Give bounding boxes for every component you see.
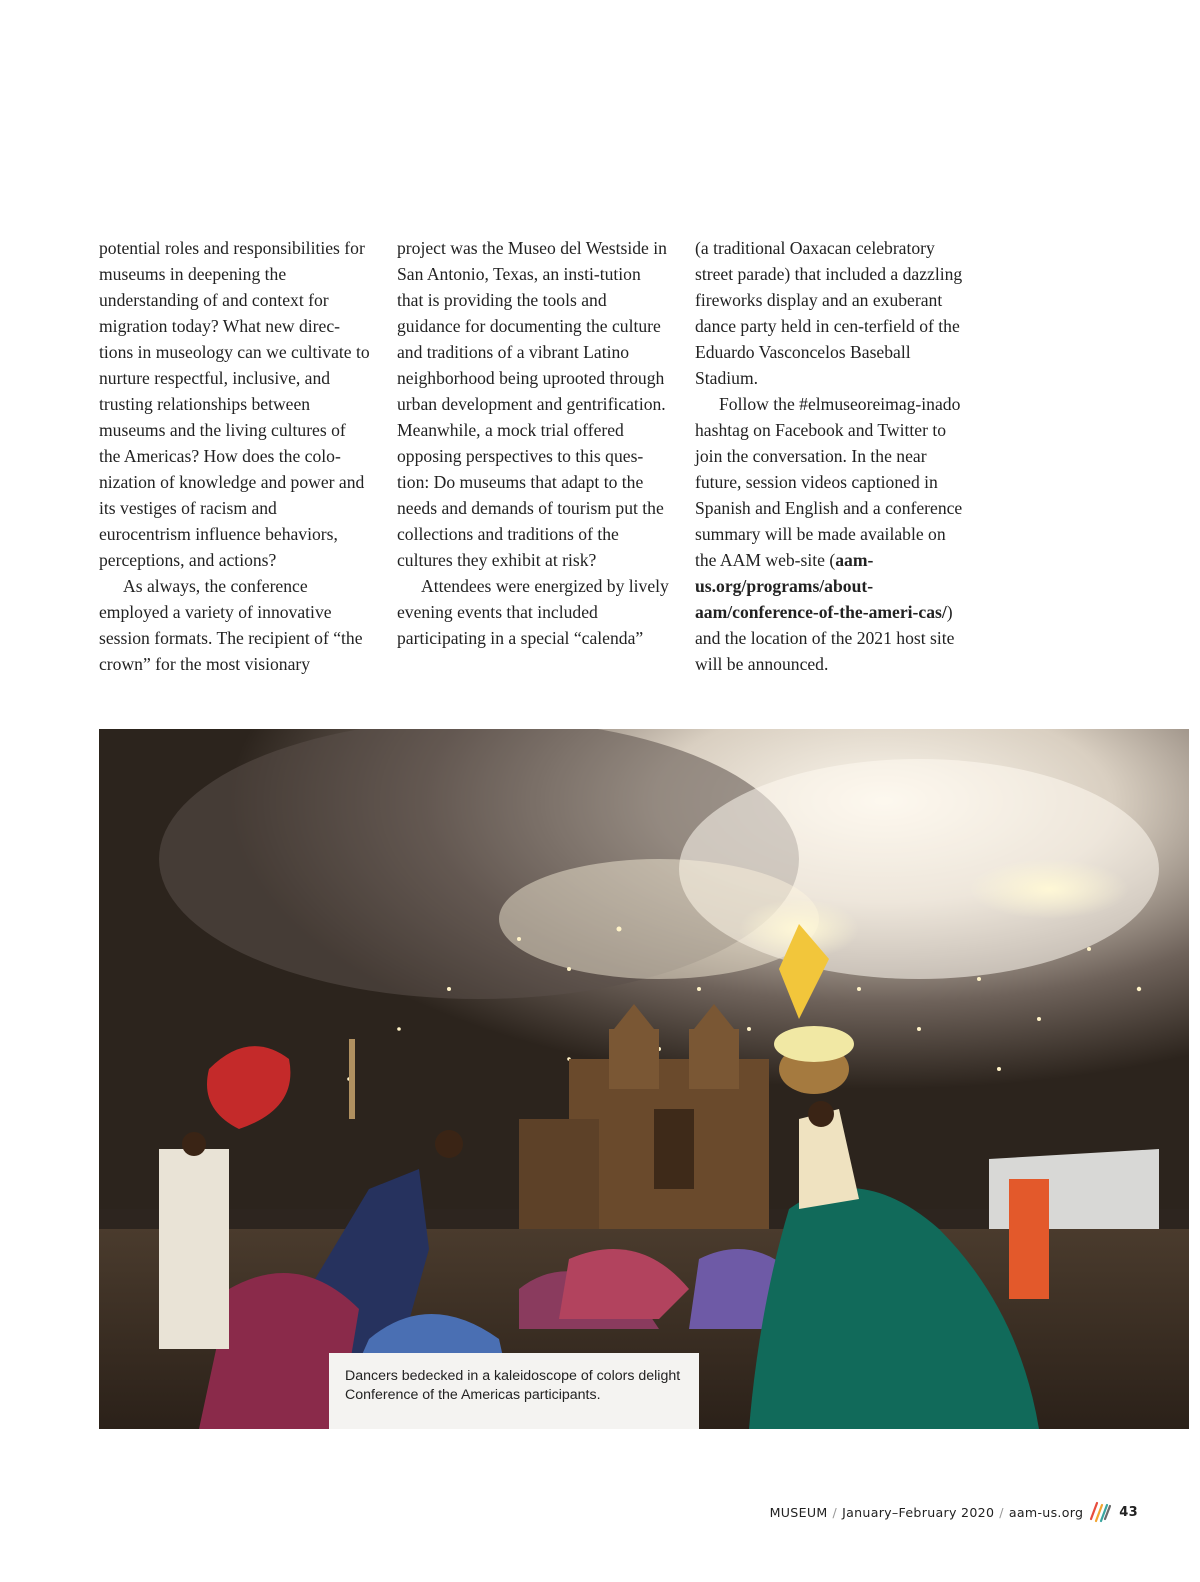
- conference-url-link[interactable]: aam-us.org/programs/about-aam/conference-of-the-ameri-cas/: [695, 550, 947, 622]
- article-column-2: [397, 235, 669, 651]
- fireworks-dance-photo: [99, 729, 1189, 1429]
- col2-paragraph-2: Attendees were energized by lively evening events that included participating in a special “calenda”: [397, 576, 669, 648]
- photo-caption: Dancers bedecked in a kaleidoscope of colors delight Conference of the Americas participants.: [329, 1353, 699, 1429]
- col3-text-start: Follow the #elmuseoreimag-inado hashtag on Facebook and Twitter to join the conversation. In the near future, session videos captioned in Spanish and English and a conference summary will be made available on the AAM web-site (: [695, 394, 963, 570]
- aam-logo-icon: [1089, 1499, 1111, 1526]
- publication-name: MUSEUM: [769, 1504, 828, 1520]
- website-link[interactable]: aam-us.org: [1008, 1504, 1084, 1520]
- footer-separator: /: [999, 1504, 1004, 1520]
- page-number: 43: [1119, 1504, 1138, 1520]
- article-column-3: [695, 235, 967, 677]
- col3-text-end: ) and the location of the 2021 host site will be announced.: [695, 602, 955, 674]
- col1-paragraph-2: As always, the conference employed a variety of innovative session formats. The recipient of “the crown” for the most visionary: [99, 576, 363, 674]
- col3-paragraph-1: (a traditional Oaxacan celebratory street parade) that included a dazzling fireworks display and an exuberant dance party held in cen-terfield of the Eduardo Vasconcelos Baseball Stadium.: [695, 238, 963, 388]
- col1-paragraph-1: potential roles and responsibilities for museums in deepening the understanding of and context for migration today? What new direc-tions in museology can we cultivate to nurture respectful, inclusive, and trusting relationships between museums and the living cultures of the Americas? How does the colo-nization of knowledge and power and its vestiges of racism and eurocentrism influence behaviors, perceptions, and actions?: [99, 238, 370, 570]
- col2-paragraph-1: project was the Museo del Westside in San Antonio, Texas, an insti-tution that is providing the tools and guidance for documenting the culture and traditions of a vibrant Latino neighborhood being uprooted through urban development and gentrification. Meanwhile, a mock trial offered opposing perspectives to this ques-tion: Do museums that adapt to the needs and demands of tourism put the collections and traditions of the cultures they exhibit at risk?: [397, 238, 667, 570]
- col3-paragraph-2: [695, 391, 967, 677]
- issue-date: January–February 2020: [842, 1504, 995, 1520]
- footer-separator: /: [832, 1504, 838, 1520]
- article-column-1: [99, 235, 371, 677]
- page-footer: [770, 1500, 1138, 1524]
